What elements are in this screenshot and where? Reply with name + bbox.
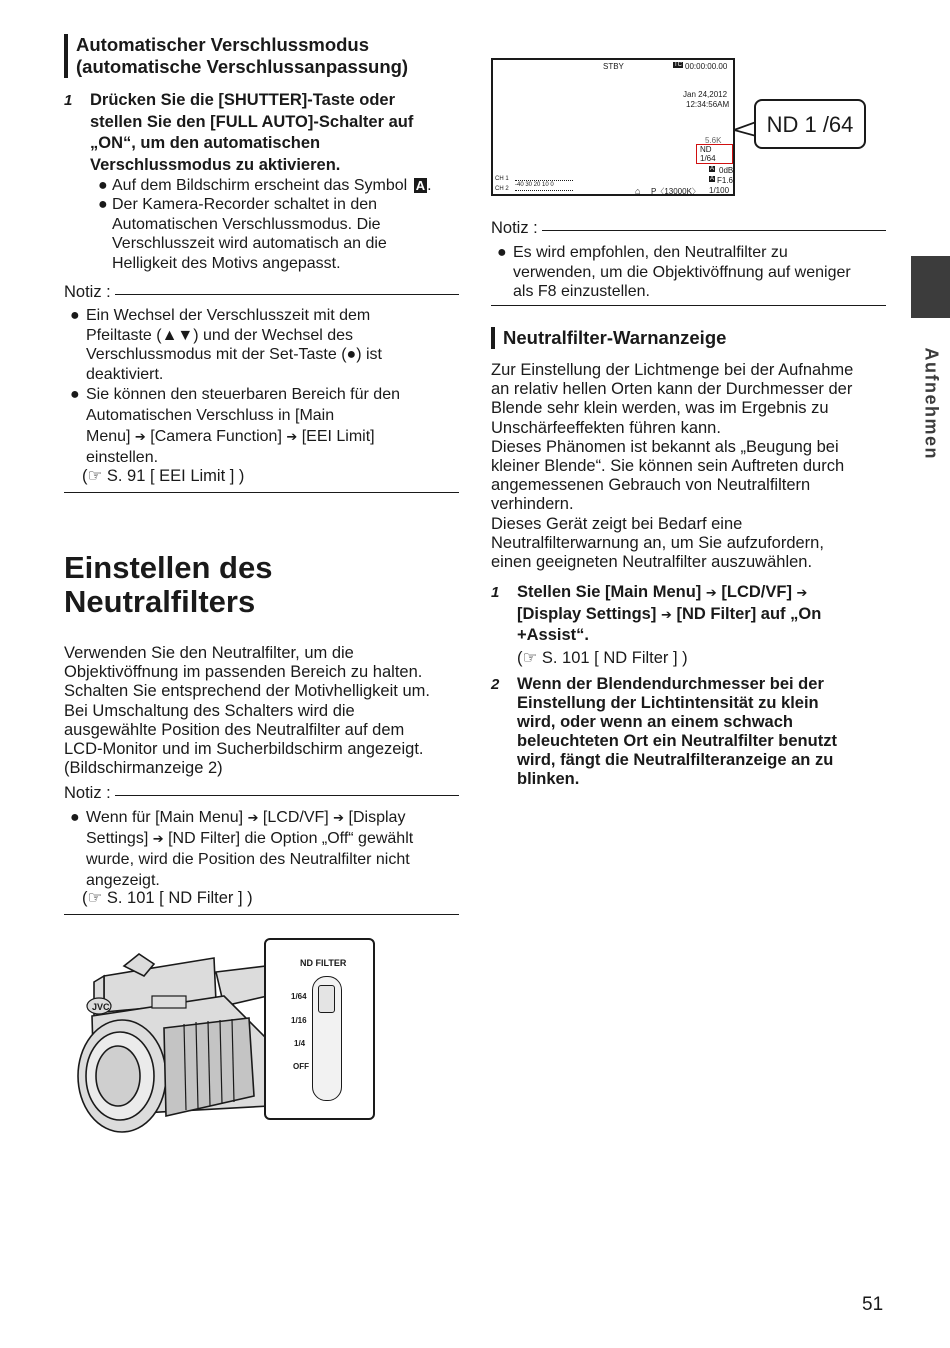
nd-warning-paragraph [491,361,891,572]
timecode: 00:00:00.00 [685,62,728,71]
bullet-dot-icon: ● [98,177,108,194]
menu-item: [LCD/VF] [262,809,329,826]
bullet-line: Pfeiltaste (▲▼) und der Wechsel des [86,326,354,344]
status-stby: STBY [603,62,624,71]
arrow-right-icon: ➔ [333,810,345,825]
intro-paragraph [64,644,464,778]
menu-item: [ND Filter] auf „On [676,604,822,623]
para-line: Verwenden Sie den Neutralfilter, um die [64,644,354,662]
note-rule [491,230,886,231]
menu-path [86,807,462,828]
bullet-dot-icon: ● [497,244,507,261]
para-line: Unschärfeeffekten führen kann. [491,418,721,437]
shutter-speed: 1/100 [709,186,730,195]
partial-value: 5.6K [705,136,722,145]
para-line: einen geeigneten Neutralfilter auszuwählen. [491,553,813,572]
step-line: stellen Sie den [FULL AUTO]-Schalter auf [90,112,414,131]
bullet-line: Sie können den steuerbaren Bereich für den [86,386,400,403]
iris: F1.6 [717,176,734,185]
note-header-3 [491,219,886,239]
step-line: Einstellung der Lichtintensität zu klein [517,694,819,712]
nd-position-label: 1/4 [294,1039,306,1048]
reference-eei-limit[interactable]: (☞ S. 91 [ EEI Limit ] ) [82,467,245,485]
auto-icon: A [710,166,715,172]
chapter-tab-label[interactable]: Aufnehmen [921,347,942,460]
note-rule [64,294,459,295]
bullet-auto-mode [98,195,458,273]
note-bullet-f8 [497,243,892,302]
para-line: Dieses Gerät zeigt bei Bedarf eine [491,514,743,533]
step-line: wird, fängt die Neutralfilteranzeige an zu [517,751,834,769]
timecode-icon: TC [674,62,682,68]
section-heading-auto-shutter [64,34,459,78]
menu-item: [Display [348,809,406,826]
auto-symbol-icon: A [415,178,426,193]
date: Jan 24,2012 [683,90,728,99]
bullet-line: deaktiviert. [86,365,164,383]
step-line: +Assist“. [517,626,589,644]
note-bullet-eei-limit [70,384,460,468]
nd-position-label: 1/16 [291,1016,307,1025]
heading-line-2: (automatische Verschlussanpassung) [76,56,409,77]
step-line: Wenn der Blendendurchmesser bei der [517,675,824,693]
menu-path [517,604,891,626]
bullet-line: Verschlussmodus mit der Set-Taste (●) ist [86,346,382,363]
nd-position-label: 1/64 [291,992,307,1001]
audio-scale: -40 30 20 10 0 [515,182,554,188]
bullet-line: angezeigt. [86,872,160,889]
step-number: 2 [491,676,500,693]
bullet-dot-icon: ● [98,196,108,213]
audio-meter-bar [515,190,573,191]
step-number: 1 [64,92,73,109]
menu-item: [EEI Limit] [301,428,375,445]
divider [64,492,459,493]
arrow-right-icon: ➔ [796,585,808,600]
arrow-right-icon: ➔ [247,810,259,825]
menu-item: Menu] [86,428,131,445]
step-number: 1 [491,584,500,601]
page-title [64,551,272,619]
bullet-line: einstellen. [86,449,159,466]
note-bullet-shutter-change [70,306,460,384]
note-rule [64,795,459,796]
note-bullet-nd-display [70,807,462,891]
audio-ch1: CH 1 [495,176,509,182]
para-line: Neutralfilterwarnung an, um Sie aufzufordern, [491,533,824,552]
para-line: Bei Umschaltung des Schalters wird die [64,701,355,720]
menu-item: Settings] [86,830,149,847]
para-line: Blende sehr klein werden, was im Ergebnis zu [491,399,829,418]
note-label: Notiz : [64,784,115,803]
brand-logo: JVC [92,1002,110,1012]
menu-item: [LCD/VF] [721,583,792,601]
step-line: Verschlussmodus zu aktivieren. [90,155,341,174]
camera-nd-filter-figure [64,936,384,1151]
menu-path [86,828,462,849]
bullet-dot-icon: ● [70,386,80,403]
bullet-line: Automatischen Verschlussmodus. Die [112,215,381,233]
bullet-end: . [427,177,432,194]
para-line: angemessenen Gebrauch von Neutralfiltern [491,476,811,495]
nd-callout: ND 1 /64 [754,99,866,149]
menu-path [517,582,891,604]
note-header-2 [64,784,459,804]
bullet-line: wurde, wird die Position des Neutralfilter nicht [86,851,410,868]
reference-nd-filter[interactable]: (☞ S. 101 [ ND Filter ] ) [517,649,688,667]
note-label: Notiz : [64,283,115,302]
bullet-line: Ein Wechsel der Verschlusszeit mit dem [86,307,371,324]
step-line: Drücken Sie die [SHUTTER]-Taste oder [90,91,396,109]
note-header-1 [64,283,459,303]
lcd-screen-figure [491,58,735,196]
page-number: 51 [862,1294,884,1315]
bullet-line: als F8 einzustellen. [513,283,650,300]
nd-position-label: OFF [293,1062,309,1071]
bullet-dot-icon: ● [70,809,80,826]
para-line: Dieses Phänomen ist bekannt als „Beugung bei [491,437,839,456]
para-line: (Bildschirmanzeige 2) [64,759,223,778]
nd-switch-track [312,976,342,1101]
heading-line-1: Automatischer Verschlussmodus [76,34,370,55]
gain: 0dB [719,166,734,175]
bullet-line: verwenden, um die Objektivöffnung auf weniger [513,263,851,281]
section-heading-nd-warning: Neutralfilter-Warnanzeige [491,327,886,349]
divider [64,914,459,915]
audio-ch2: CH 2 [495,186,509,192]
nd-filter-switch-panel [264,938,375,1120]
menu-path [86,426,460,447]
step-2-nd-blink [491,675,891,789]
para-line: kleiner Blende“. Sie können sein Auftreten durch [491,457,845,476]
bullet-line: Automatischen Verschluss in [Main [86,407,335,424]
arrow-right-icon: ➔ [134,429,146,444]
para-line: an relativ hellen Orten kann der Durchmesser der [491,380,853,399]
para-line: Schalten Sie entsprechend der Motivhelligkeit um. [64,682,430,701]
menu-item: [Camera Function] [150,428,282,445]
time: 12:34:56AM [686,100,730,109]
menu-item: Stellen Sie [Main Menu] [517,583,702,601]
reference-nd-filter[interactable]: (☞ S. 101 [ ND Filter ] ) [82,889,253,907]
step-line: „ON“, um den automatischen [90,134,321,152]
arrow-right-icon: ➔ [660,606,672,622]
bullet-line: Helligkeit des Motivs angepasst. [112,254,341,272]
para-line: Objektivöffnung im passenden Bereich zu halten. [64,663,423,682]
step-line: beleuchteten Ort ein Neutralfilter benutzt [517,732,837,750]
divider [491,305,886,306]
bullet-line: Es wird empfohlen, den Neutralfilter zu [513,244,788,261]
para-line: Zur Einstellung der Lichtmenge bei der Aufnahme [491,361,854,379]
arrow-right-icon: ➔ [705,585,717,600]
para-line: ausgewählte Position des Neutralfilter auf dem [64,720,405,739]
arrow-right-icon: ➔ [286,429,298,444]
step-line: wird, oder wenn an einem schwach [517,713,793,731]
bullet-dot-icon: ● [70,307,80,324]
note-label: Notiz : [491,219,542,238]
para-line: LCD-Monitor und im Sucherbildschirm angezeigt. [64,740,424,759]
para-line: verhindern. [491,495,574,514]
audio-meter-bar [515,180,573,181]
title-line: Neutralfilters [64,584,256,619]
battery-icon: ⌂ [635,186,641,196]
nd-indicator: ND 1/64 [696,144,733,164]
nd-filter-label: ND FILTER [300,958,347,968]
title-line: Einstellen des [64,550,273,585]
bullet-symbol-displayed [98,176,468,196]
step-1-shutter [64,90,459,176]
menu-item: [ND Filter] die Option „Off“ gewählt [168,830,414,847]
white-balance: P〈13000K〉 [651,187,700,196]
menu-item: Wenn für [Main Menu] [86,809,244,826]
bullet-line: Der Kamera-Recorder schaltet in den [112,196,378,213]
nd-switch-knob[interactable] [318,985,335,1013]
arrow-right-icon: ➔ [152,831,164,846]
auto-icon: A [710,176,715,182]
step-line: blinken. [517,770,580,788]
bullet-text: Auf dem Bildschirm erscheint das Symbol [112,177,408,194]
chapter-tab-marker [911,256,950,318]
step-1-nd-assist [491,582,891,647]
menu-item: [Display Settings] [517,604,657,623]
bullet-line: Verschlusszeit wird automatisch an die [112,235,387,252]
